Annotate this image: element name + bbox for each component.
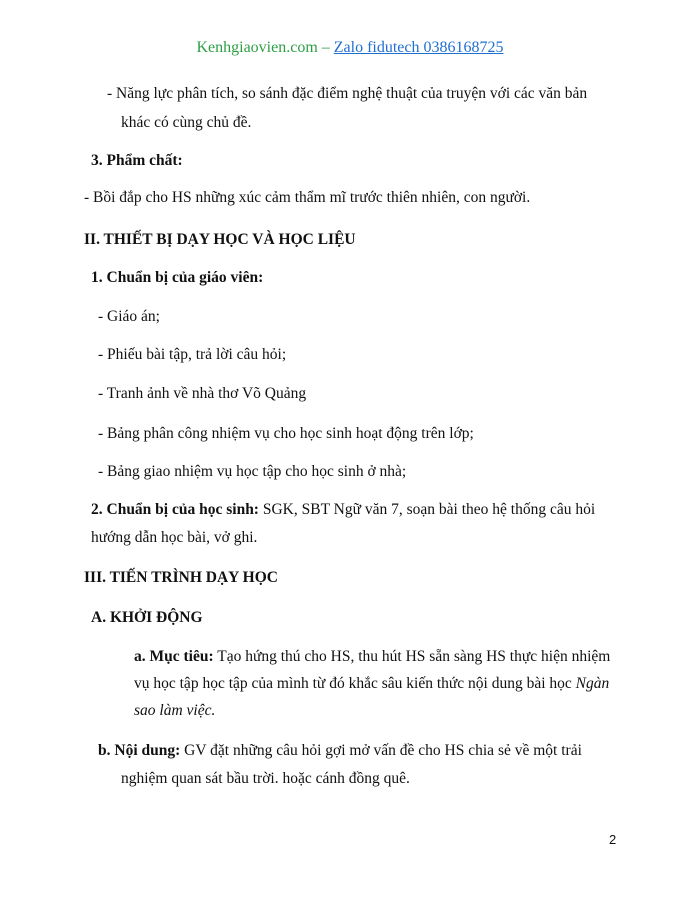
header-separator: – xyxy=(317,39,334,56)
heading-pham-chat: 3. Phẩm chất: xyxy=(91,152,183,169)
student-prep-text: SGK, SBT Ngữ văn 7, soạn bài theo hệ thống câu hỏi xyxy=(258,501,596,518)
competence-line-1: - Năng lực phân tích, so sánh đặc điểm nghệ thuật của truyện với các văn bản xyxy=(107,85,588,102)
objective-line-1 xyxy=(134,647,610,667)
teacher-item-1: - Giáo án; xyxy=(98,308,160,325)
site-name[interactable]: Kenhgiaovien.com xyxy=(196,39,318,56)
student-prep-line-1 xyxy=(91,500,612,520)
student-prep-line-2: hướng dẫn học bài, vở ghi. xyxy=(91,529,258,546)
objective-line-2 xyxy=(134,674,609,694)
heading-student-prep: 2. Chuẩn bị của học sinh: xyxy=(91,501,259,518)
heading-section-ii: II. THIẾT BỊ DẠY HỌC VÀ HỌC LIỆU xyxy=(84,231,356,248)
objective-text: Tạo hứng thú cho HS, thu hút HS sẵn sàng HS thực hiện nhiệm xyxy=(213,648,611,665)
teacher-item-3: - Tranh ảnh về nhà thơ Võ Quảng xyxy=(98,385,307,402)
heading-khoi-dong: A. KHỞI ĐỘNG xyxy=(91,609,203,626)
page-number: 2 xyxy=(609,832,617,847)
lesson-title-part-2: sao làm việc. xyxy=(134,702,216,719)
pham-chat-line: - Bồi đắp cho HS những xúc cảm thẩm mĩ trước thiên nhiên, con người. xyxy=(84,189,531,206)
heading-teacher-prep: 1. Chuẩn bị của giáo viên: xyxy=(91,269,264,286)
content-line-1 xyxy=(98,741,582,761)
zalo-link[interactable]: Zalo fidutech 0386168725 xyxy=(333,39,504,56)
competence-line-2: khác có cùng chủ đề. xyxy=(121,114,252,131)
teacher-item-4: - Bảng phân công nhiệm vụ cho học sinh hoạt động trên lớp; xyxy=(98,425,474,442)
lesson-title-part-1: Ngàn xyxy=(575,675,610,692)
teacher-item-5: - Bảng giao nhiệm vụ học tập cho học sinh ở nhà; xyxy=(98,463,407,480)
heading-section-iii: III. TIẾN TRÌNH DẠY HỌC xyxy=(84,569,278,586)
teacher-item-2: - Phiếu bài tập, trả lời câu hỏi; xyxy=(98,346,287,363)
content-line-2: nghiệm quan sát bầu trời. hoặc cánh đồng quê. xyxy=(121,770,410,787)
objective-text-2: vụ học tập học tập của mình từ đó khắc sâu kiến thức nội dung bài học xyxy=(134,675,572,692)
objective-label: a. Mục tiêu: xyxy=(134,648,214,665)
page-header xyxy=(0,38,700,58)
content-text: GV đặt những câu hỏi gợi mở vấn đề cho HS chia sẻ về một trải xyxy=(180,742,582,759)
content-label: b. Nội dung: xyxy=(98,742,181,759)
